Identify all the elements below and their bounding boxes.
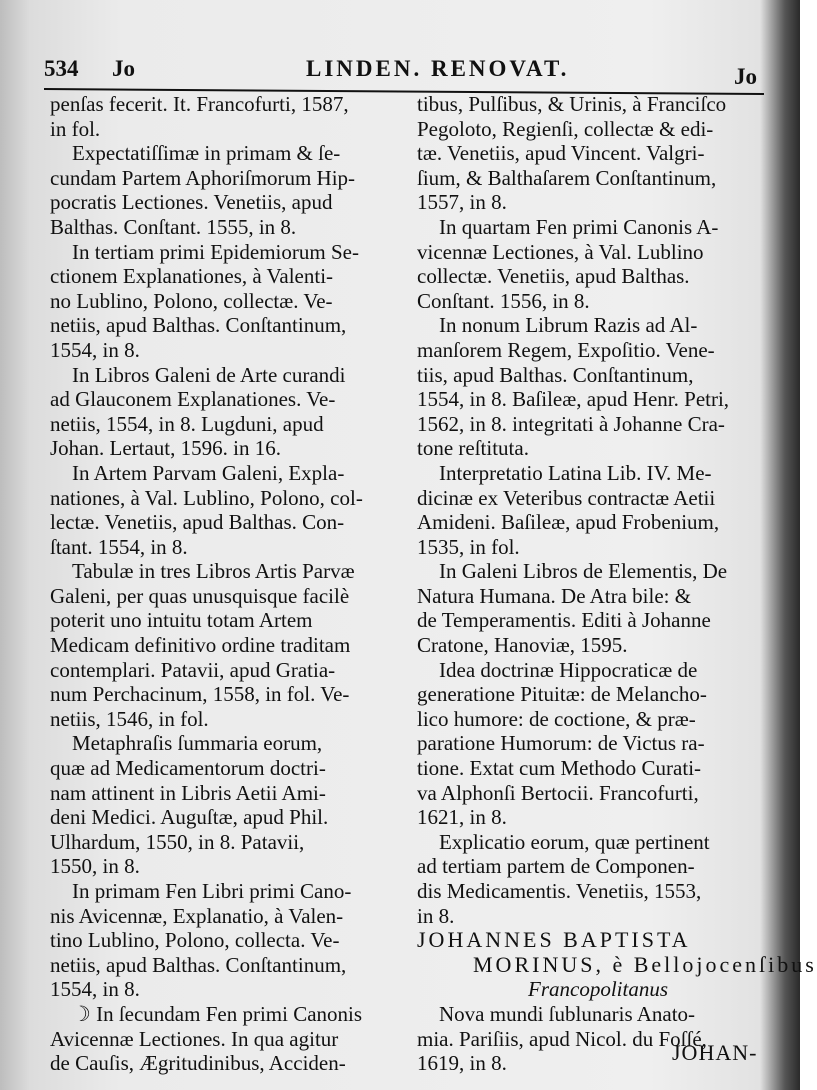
text-line: Natura Humana. De Atra bile: & [417, 583, 692, 608]
text-line: va Alphonſi Bertocii. Francofurti, [417, 780, 699, 805]
text-line: deni Medici. Auguſtæ, apud Phil. [50, 805, 329, 830]
text-line: In nonum Librum Razis ad Al- [439, 313, 698, 338]
text-line: 1554, in 8. [50, 977, 140, 1002]
text-line: In Galeni Libros de Elementis, De [439, 559, 728, 584]
text-line: tiis, apud Balthas. Conſtantinum, [417, 362, 694, 387]
text-line: ad Glauconem Explanationes. Ve- [50, 387, 336, 412]
text-line: cundam Partem Aphoriſmorum Hip- [50, 165, 356, 190]
text-line: netiis, apud Balthas. Conſtantinum, [50, 952, 347, 977]
running-title: LINDEN. RENOVAT. [306, 56, 570, 81]
right-catchword: Jo [734, 64, 757, 89]
text-line: Balthas. Conſtant. 1555, in 8. [50, 214, 297, 239]
text-line: lico humore: de coctione, & præ- [417, 706, 696, 731]
text-line: Conſtant. 1556, in 8. [417, 288, 590, 313]
text-line: In Artem Parvam Galeni, Expla- [72, 460, 345, 485]
text-line: poterit uno intuitu totam Artem [50, 608, 313, 633]
text-line: nis Avicennæ, Explanatio, à Valen- [50, 903, 344, 928]
text-line: Tabulæ in tres Libros Artis Parvæ [72, 559, 355, 584]
text-line: In tertiam primi Epidemiorum Se- [72, 239, 359, 264]
text-line: dicinæ ex Veteribus contractæ Aetii [417, 485, 716, 510]
text-line: Medicam definitivo ordine traditam [50, 633, 351, 658]
text-line: 1557, in 8. [417, 190, 507, 215]
text-line: 1535, in fol. [417, 534, 520, 559]
text-line: Amideni. Baſileæ, apud Frobenium, [417, 510, 720, 535]
text-line: nationes, à Val. Lublino, Polono, col- [50, 485, 363, 510]
text-line: collectæ. Venetiis, apud Balthas. [417, 264, 690, 289]
text-line: lectæ. Venetiis, apud Balthas. Con- [50, 510, 345, 535]
text-line: 1550, in 8. [50, 854, 140, 879]
text-line: Interpretatio Latina Lib. IV. Me- [439, 460, 712, 485]
text-line: manſorem Regem, Expoſitio. Vene- [417, 337, 715, 362]
text-line: penſas fecerit. It. Francofurti, 1587, [50, 92, 349, 116]
footer-catchword: JOHAN- [672, 1040, 758, 1065]
text-line: no Lublino, Polono, collectæ. Ve- [50, 288, 333, 313]
left-catchword: Jo [112, 56, 135, 81]
text-line: quæ ad Medicamentorum doctri- [50, 756, 326, 781]
text-line: de Temperamentis. Editi à Johanne [417, 608, 711, 633]
text-line: tone reſtituta. [417, 436, 529, 461]
right-column [417, 92, 817, 1076]
text-line: nam attinent in Libris Aetii Ami- [50, 780, 326, 805]
text-line: ſtant. 1554, in 8. [50, 534, 188, 559]
text-line: in fol. [50, 116, 101, 141]
text-line: Expectatiſſimæ in primam & ſe- [72, 141, 341, 166]
text-line: contemplari. Patavii, apud Gratia- [50, 657, 336, 682]
text-line: ad tertiam partem de Componen- [417, 854, 695, 879]
text-line: Galeni, per quas unusquisque facilè [50, 583, 350, 608]
text-line: Francopolitanus [528, 977, 668, 1002]
text-line: num Perchacinum, 1558, in fol. Ve- [50, 682, 350, 707]
text-line: netiis, apud Balthas. Conſtantinum, [50, 313, 347, 338]
text-line: netiis, 1546, in fol. [50, 706, 209, 731]
text-line: tibus, Pulſibus, & Urinis, à Franciſco [417, 92, 727, 116]
text-line: Cratone, Hanoviæ, 1595. [417, 633, 628, 658]
text-line: tione. Extat cum Methodo Curati- [417, 756, 702, 781]
text-line: netiis, 1554, in 8. Lugduni, apud [50, 411, 324, 436]
text-line: generatione Pituitæ: de Melancho- [417, 682, 707, 707]
left-column [50, 92, 410, 1076]
text-line: Pegoloto, Regienſi, collectæ & edi- [417, 116, 714, 141]
text-line: 1621, in 8. [417, 805, 507, 830]
text-line: tæ. Venetiis, apud Vincent. Valgri- [417, 141, 705, 166]
text-line: dis Medicamentis. Venetiis, 1553, [417, 879, 702, 903]
text-line: ſium, & Balthaſarem Conſtantinum, [417, 165, 717, 190]
text-line: Avicennæ Lectiones. In qua agitur [50, 1026, 339, 1051]
text-line: In primam Fen Libri primi Cano- [72, 879, 352, 903]
text-line: ☽ In ſecundam Fen primi Canonis [72, 1001, 363, 1026]
text-line: In Libros Galeni de Arte curandi [72, 362, 346, 387]
text-line: paratione Humorum: de Victus ra- [417, 731, 705, 756]
text-line: ctionem Explanationes, à Valenti- [50, 264, 334, 289]
text-line: 1554, in 8. [50, 337, 140, 362]
text-line: Metaphraſis ſummaria eorum, [72, 731, 323, 756]
text-line: Ulhardum, 1550, in 8. Patavii, [50, 829, 305, 854]
text-line: Nova mundi ſublunaris Anato- [439, 1001, 696, 1026]
text-line: In quartam Fen primi Canonis A- [439, 214, 719, 239]
text-line: mia. Pariſiis, apud Nicol. du Foſſé, [417, 1026, 707, 1051]
text-line: 1562, in 8. integritati à Johanne Cra- [417, 411, 725, 436]
text-line: Explicatio eorum, quæ pertinent [439, 829, 710, 854]
text-line: Idea doctrinæ Hippocraticæ de [439, 657, 698, 682]
text-line: Johan. Lertaut, 1596. in 16. [50, 436, 281, 461]
text-line: in 8. [417, 903, 455, 928]
text-line: tino Lublino, Polono, collecta. Ve- [50, 928, 340, 953]
running-header [44, 56, 764, 90]
page-number: 534 [44, 56, 79, 81]
text-line: JOHANNES BAPTISTA [417, 927, 691, 953]
text-line: MORINUS, è Bellojocenſibus [473, 951, 817, 977]
text-line: pocratis Lectiones. Venetiis, apud [50, 190, 333, 215]
text-line: vicennæ Lectiones, à Val. Lublino [417, 239, 704, 264]
text-line: 1619, in 8. [417, 1051, 507, 1076]
text-line: 1554, in 8. Baſileæ, apud Henr. Petri, [417, 387, 730, 412]
text-line: de Cauſis, Ægritudinibus, Acciden- [50, 1051, 346, 1076]
